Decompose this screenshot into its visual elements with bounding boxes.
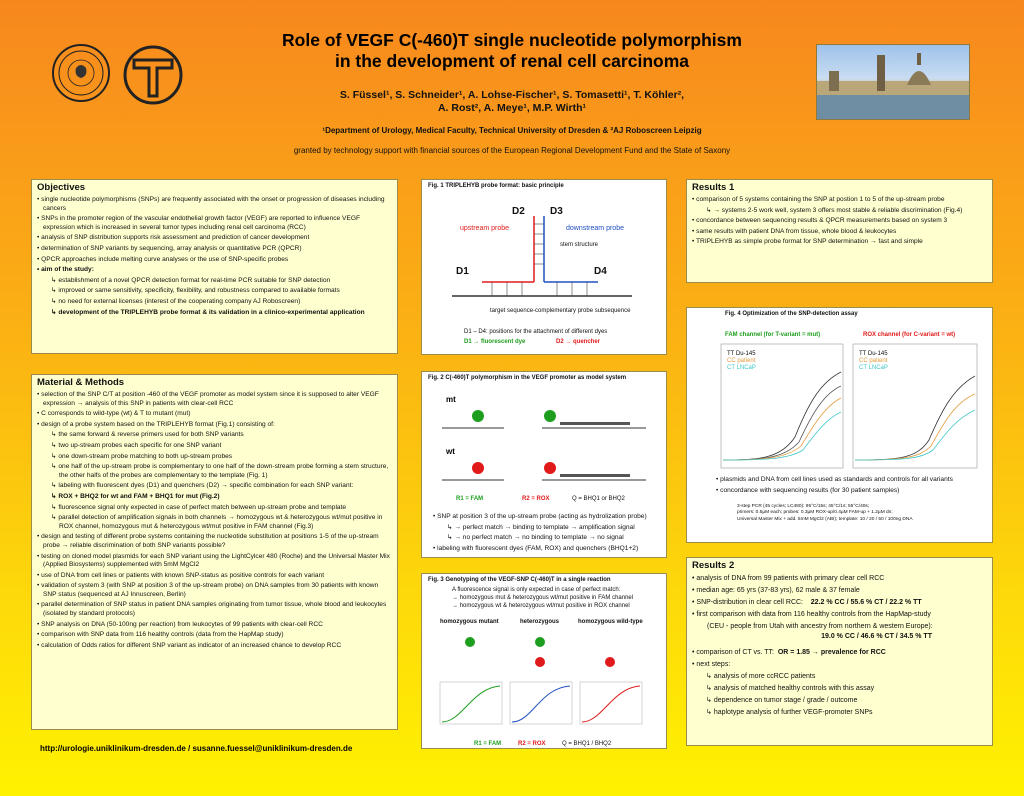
results2-next-item: ↳ haplotype analysis of further VEGF-promoter SNPs: [692, 708, 988, 718]
fig4-notes: [711, 476, 996, 497]
fig1-legend-1: D1 – D4: positions for the attachment of different dyes: [464, 329, 608, 335]
rox-dye-marker: [472, 462, 484, 474]
figure-3: [421, 573, 667, 749]
tu-dresden-logo: [122, 44, 184, 106]
results2-heading: Results 2: [692, 560, 735, 571]
fig4-rox-legend-tt: TT Du-145: [859, 351, 888, 357]
fig3-col-wildtype: homozygous wild-type: [578, 619, 643, 625]
fig4-note: • plasmids and DNA from cell lines used as standards and controls for all variants: [716, 476, 992, 485]
fig3-line-3: → homozygous wt & heterozygous wt/mut positive in ROX channel: [452, 603, 630, 609]
fig2-r2: R2 = ROX: [522, 496, 550, 502]
results1-item: • comparison of 5 systems containing the SNP at postion 1 to 5 of the up-stream probe: [692, 196, 988, 205]
fig3-col-hetero: heterozygous: [520, 619, 560, 625]
fig2-mt-label: mt: [446, 395, 456, 404]
methods-list: [32, 391, 397, 650]
university-seal-logo: [52, 44, 110, 102]
results1-list: [687, 196, 992, 247]
results2-ceu-values: 19.0 % CC / 46.6 % CT / 34.5 % TT: [821, 633, 932, 640]
objectives-item: • analysis of SNP distribution supports risk assessment and prediction of cancer development: [37, 234, 393, 243]
objectives-item: • aim of the study:: [37, 266, 393, 275]
authors-line-1: S. Füssel¹, S. Schneider¹, A. Lohse-Fischer¹, S. Tomasetti¹, T. Köhler²,: [339, 89, 685, 101]
fig4-protocol-line: primers: 0.5µM each; probes: 0.3µM ROX-up/0.4µM FAM-up + 1.2µM dn;: [737, 510, 893, 516]
fig2-note: • labeling with fluorescent dyes (FAM, ROX) and quenchers (BHQ1+2): [433, 545, 667, 554]
objectives-item: • SNPs in the promoter region of the vascular endothelial growth factor (VEGF) are reported to influence VEGF expression which is increased in several tumor types including renal cell carcinoma (RCC): [37, 215, 393, 232]
results1-panel: [686, 179, 993, 283]
objectives-subitem: ↳ improved or same sensitivity, specificity, flexibility, and robustness compared to available formats: [37, 287, 393, 296]
fig3-r2: R2 = ROX: [518, 741, 546, 747]
fig3-caption: Fig. 3 Genotyping of the VEGF-SNP C(-460)T in a single reaction: [428, 577, 611, 583]
results2-next-item: ↳ dependence on tumor stage / grade / outcome: [692, 696, 988, 706]
fig4-caption: Fig. 4 Optimization of the SNP-detection assay: [725, 311, 858, 317]
objectives-panel: [31, 179, 398, 354]
results2-snp-values: 22.2 % CC / 55.6 % CT / 22.2 % TT: [810, 599, 922, 606]
fig1-diagram: [422, 194, 666, 344]
methods-subitem: ↳ fluorescence signal only expected in case of perfect match between up-stream probe and template: [37, 504, 393, 513]
fig2-notes: [428, 513, 671, 555]
title-line-1: Role of VEGF C(-460)T single nucleotide polymorphism: [282, 30, 742, 50]
methods-subitem: ↳ labeling with fluorescent dyes (D1) and quenchers (D2) → specific combination for each SNP variant:: [37, 482, 393, 491]
fig3-line-1: A fluorescence signal is only expected in case of perfect match:: [452, 587, 621, 593]
fig2-diagram: [422, 386, 666, 496]
fig1-legend-quencher: D2 → quencher: [556, 339, 601, 345]
fam-dye-marker: [472, 410, 484, 422]
fig4-protocol-line: 3-step PCR (45 cycles; LC480): 95°C/15s; 45°C/1s; 55°C/40s;: [737, 504, 870, 509]
authors: [200, 89, 824, 115]
results2-item: • median age: 65 yrs (37-83 yrs), 62 male & 37 female: [692, 586, 988, 596]
results2-snp-label: SNP-distribution in clear cell RCC:: [696, 599, 803, 606]
results2-ceu: (CEU - people from Utah with ancestry from northern & western Europe):: [707, 623, 933, 630]
fig3-curves: [422, 628, 666, 738]
objectives-item: • QPCR approaches include melting curve analyses or the use of SNP-specific probes: [37, 256, 393, 265]
methods-item: • comparison with SNP data from 116 healthy controls (data from the HapMap study): [37, 631, 393, 640]
objectives-item: • determination of SNP variants by sequencing, array analysis or quantitative PCR (QPCR): [37, 245, 393, 254]
fig3-col-mutant: homozygous mutant: [440, 619, 499, 625]
results2-next-item: ↳ analysis of more ccRCC patients: [692, 672, 988, 682]
methods-item: • parallel determination of SNP status in patient DNA samples originating from tumor tissue, whole blood and leukocytes (isolated by standard protocols): [37, 601, 393, 618]
methods-item: • calculation of Odds ratios for different SNP variant as indicator of an increased chance to develop RCC: [37, 642, 393, 651]
results2-item: [692, 598, 988, 608]
results1-item: • TRIPLEHYB as simple probe format for SNP determination → fast and simple: [692, 238, 988, 247]
results2-item: [692, 648, 988, 658]
methods-subitem: ↳ one down-stream probe matching to both up-stream probes: [37, 453, 393, 462]
objectives-heading: Objectives: [37, 182, 86, 193]
fig3-q: Q = BHQ1 / BHQ2: [562, 741, 612, 747]
results2-list: [687, 574, 992, 620]
fig2-wt-label: wt: [446, 447, 455, 456]
fig4-protocol: [737, 504, 913, 523]
fig2-q: Q = BHQ1 or BHQ2: [572, 496, 625, 502]
fig3-line-2: → homozygous mut & heterozygous wt/mut positive in FAM channel: [452, 595, 634, 601]
fig2-note: • SNP at position 3 of the up-stream probe (acting as hydrolization probe): [433, 513, 667, 522]
fig4-fam-legend-tt: TT Du-145: [727, 351, 756, 357]
methods-heading: Material & Methods: [37, 377, 125, 388]
results2-next-item: ↳ analysis of matched healthy controls with this assay: [692, 684, 988, 694]
affiliation: ¹Department of Urology, Medical Faculty, Technical University of Dresden & ²AJ Roboscreen Leipzig: [322, 126, 702, 135]
figure-2: [421, 371, 667, 558]
methods-subitem: ↳ parallel detection of amplification signals in both channels → homozygous wt & heterozygous wt/mut positive in ROX channel, homozygous mut & heterozygous wt/mut positive in FAM channel (Fig.3): [37, 514, 393, 531]
objectives-subitem: ↳ establishment of a novel QPCR detection format for real-time PCR suitable for SNP detection: [37, 277, 393, 286]
objectives-list: [32, 196, 397, 317]
fig4-fam-legend-cc: CC patient: [727, 358, 756, 364]
fig4-rox-title: ROX channel (for C-variant = wt): [863, 332, 956, 338]
fig1-d3-label: D3: [550, 206, 563, 217]
results2-list-2: [687, 648, 992, 718]
fig1-downstream-label: downstream probe: [566, 225, 624, 232]
objectives-subitem: ↳ no need for external licenses (interest of the cooperating company AJ Roboscreen): [37, 298, 393, 307]
authors-line-2: A. Rost², A. Meye¹, M.P. Wirth¹: [437, 102, 587, 114]
results2-panel: [686, 557, 993, 746]
fig2-note: ↳ → perfect match → binding to template → amplification signal: [433, 524, 667, 533]
methods-item: • testing on cloned model plasmids for each SNP variant using the LightCylcer 480 (Roche) and the Universal Master Mix (Applied Biosystems) supplemented with 5mM MgCl2: [37, 553, 393, 570]
methods-subitem: ↳ the same forward & reverse primers used for both SNP variants: [37, 431, 393, 440]
fam-dye-marker: [544, 410, 556, 422]
grant-note: granted by technology support with financial sources of the European Regional Development Fund and the State of Saxony: [293, 146, 731, 155]
fig1-stem-label: stem structure: [560, 242, 599, 248]
fig3-r1: R1 = FAM: [474, 741, 502, 747]
fig1-d4-label: D4: [594, 266, 607, 277]
results2-item: • analysis of DNA from 99 patients with primary clear cell RCC: [692, 574, 988, 584]
fig1-target-label: target sequence-complementary probe subsequence: [490, 308, 631, 314]
methods-item: • SNP analysis on DNA (50-100ng per reaction) from leukocytes of 99 patients with clear-cell RCC: [37, 621, 393, 630]
fig1-legend-fluor: D1 → fluorescent dye: [464, 339, 526, 345]
poster-title: [180, 30, 844, 72]
fig1-caption: Fig. 1 TRIPLEHYB probe format: basic principle: [428, 183, 564, 189]
results2-item: • first comparison with data from 116 healthy controls from the HapMap-study: [692, 610, 988, 620]
fig4-fam-legend-ct: CT LNCaP: [727, 365, 756, 371]
fig2-caption: Fig. 2 C(-460)T polymorphism in the VEGF promoter as model system: [428, 375, 627, 381]
objectives-item: • single nucleotide polymorphisms (SNPs) are frequently associated with the onset or progression of diseases including cancers: [37, 196, 393, 213]
fig4-fam-title: FAM channel (for T-variant = mut): [725, 332, 821, 338]
results2-or-value: OR = 1.85 → prevalence for RCC: [777, 649, 886, 656]
methods-item: • design of a probe system based on the TRIPLEHYB format (Fig.1) consisting of:: [37, 421, 393, 430]
figure-1: [421, 179, 667, 355]
methods-item: • selection of the SNP C/T at position -460 of the VEGF promoter as model system since it is supposed to alter VEGF expression → analysis of this SNP in patients with clear-cell RCC: [37, 391, 393, 408]
results1-subitem: ↳ → systems 2-5 work well, system 3 offers most stable & reliable discrimination (Fig.4): [692, 207, 988, 216]
fig2-note: ↳ → no perfect match → no binding to template → no signal: [433, 534, 667, 543]
footer-contact[interactable]: http://urologie.uniklinikum-dresden.de / susanne.fuessel@uniklinikum-dresden.de: [40, 744, 353, 753]
results2-item: • next steps:: [692, 660, 988, 670]
fig4-rox-legend-ct: CT LNCaP: [859, 365, 888, 371]
methods-item: • design and testing of different probe systems containing the nucleotide substitution at positions 1-5 of the up-stream probe → reliable discrimination of both SNP variants possible?: [37, 533, 393, 550]
fig4-plots: [691, 342, 991, 470]
methods-subitem: ↳ two up-stream probes each specific for one SNP variant: [37, 442, 393, 451]
methods-item: • use of DNA from cell lines or patients with known SNP-status as positive controls for each variant: [37, 572, 393, 581]
fig1-upstream-label: upstream probe: [460, 225, 510, 232]
objectives-subitem: ↳ development of the TRIPLEHYB probe format & its validation in a clinico-experimental application: [37, 309, 393, 318]
results1-heading: Results 1: [692, 182, 735, 193]
methods-subitem: ↳ one half of the up-stream probe is complementary to one half of the down-stream probe forming a stem structure, the other halfs of the probes are complementary to the template (Fig. 1): [37, 463, 393, 480]
methods-panel: [31, 374, 398, 730]
title-line-2: in the development of renal cell carcinoma: [335, 51, 689, 71]
fig1-d1-label: D1: [456, 266, 469, 277]
results2-or-label: comparison of CT vs. TT:: [696, 649, 774, 656]
methods-subitem: ↳ ROX + BHQ2 for wt and FAM + BHQ1 for mut (Fig.2): [37, 493, 393, 502]
figure-4: [686, 307, 993, 543]
fig2-r1: R1 = FAM: [456, 496, 484, 502]
fig1-d2-label: D2: [512, 206, 525, 217]
methods-item: • validation of system 3 (with SNP at position 3 of the up-stream probe) on DNA samples from 30 patients with known SNP status (sequenced at AJ Innuscreen, Berlin): [37, 582, 393, 599]
methods-item: • C corresponds to wild-type (wt) & T to mutant (mut): [37, 410, 393, 419]
fig4-protocol-line: Universal Master Mix + add. 5mM MgCl2 (ABI); template: 10 / 20 / 50 / 100ng DNA: [737, 516, 913, 522]
fig4-note: • concordance with sequencing results (for 30 patient samples): [716, 487, 992, 496]
results1-item: • same results with patient DNA from tissue, whole blood & leukocytes: [692, 228, 988, 237]
rox-dye-marker: [544, 462, 556, 474]
results1-item: • concordance between sequencing results & QPCR measurements based on system 3: [692, 217, 988, 226]
fig4-rox-legend-cc: CC patient: [859, 358, 888, 364]
